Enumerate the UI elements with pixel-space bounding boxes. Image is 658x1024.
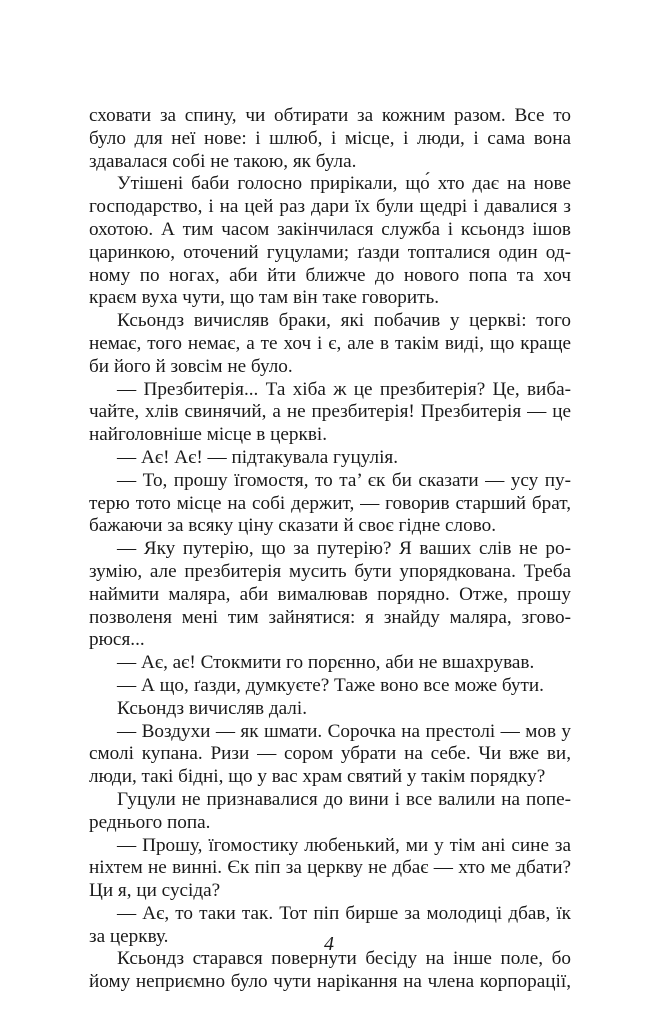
text-line: — Прошу, їгомостику любенький, ми у тім ані сине за (117, 834, 571, 856)
text-line: йому неприємно було чути нарікання на члена корпорації, (89, 971, 571, 993)
text-line: наймити маляра, аби вималював порядно. Отже, прошу (89, 583, 571, 605)
paragraph (89, 835, 571, 903)
text-line: краєм вуха чути, що там він таке говорить. (89, 287, 440, 309)
text-line: Ксьондз старався повернути бесіду на інше поле, бо (117, 948, 571, 970)
text-line: ному по ногах, аби йти ближче до нового попа та хоч (89, 264, 571, 286)
text-line: Утішені баби голосно прирікали, що́ хто дає на нове (117, 173, 571, 195)
text-line: — А що, ґазди, думкуєте? Таже воно все може бути. (117, 674, 544, 696)
paragraph (89, 698, 571, 721)
text-line: немає, того немає, а те хоч і є, але в такім виді, що краще (89, 332, 571, 354)
text-line: — Ає, то таки так. Тот піп бирше за молодиці дбав, їк (117, 902, 571, 924)
text-line: — Яку путерію, що за путерію? Я ваших слів не ро- (117, 538, 571, 560)
paragraph (89, 652, 571, 675)
text-line: сховати за спину, чи обтирати за кожним разом. Все то (89, 105, 571, 126)
text-line: би його й зовсім не було. (89, 355, 293, 377)
text-line: здавалася собі не такою, як була. (89, 150, 357, 172)
text-line: найголовніше місце в церкві. (89, 424, 328, 446)
text-line: терю тото місце на собі держит, — говорив старший брат, (89, 492, 571, 514)
paragraph (89, 379, 571, 447)
text-line: за церкву. (89, 925, 169, 947)
text-line: Ксьондз вичисляв браки, які побачив у церкві: того (117, 310, 571, 332)
text-line: було для неї нове: і шлюб, і місце, і люди, і сама вона (89, 127, 571, 149)
text-line: — Ає, ає! Стокмити го порєнно, аби не вшахрував. (117, 652, 535, 674)
paragraph (89, 675, 571, 698)
text-line: — Презбитерія... Та хіба ж це презбитерія? Це, виба- (117, 378, 571, 400)
paragraph (89, 789, 571, 835)
text-line: люди, такі бідні, що у вас храм святий у такім порядку? (89, 766, 546, 788)
text-line: бажаючи за всяку ціну сказати й своє гідне слово. (89, 515, 497, 537)
text-line: Ци я, ци сусіда? (89, 880, 221, 902)
page-number: 4 (324, 933, 334, 955)
paragraph (89, 105, 571, 173)
text-line: реднього попа. (89, 811, 211, 833)
text-line: — Воздухи — як шмати. Сорочка на престолі — мов у (117, 720, 571, 742)
text-line: господарство, і на цей раз дари їх були щедрі і давалися з (89, 196, 571, 218)
paragraph (89, 721, 571, 789)
text-line: Гуцули не признавалися до вини і все валили на попе- (117, 788, 571, 810)
paragraph (89, 310, 571, 378)
body-text (89, 105, 571, 994)
paragraph (89, 173, 571, 310)
paragraph (89, 538, 571, 652)
text-line: охотою. А тим часом закінчилася служба і ксьондз ішов (89, 218, 571, 240)
text-line: — Ає! Ає! — підтакувала гуцулія. (117, 446, 399, 468)
text-line: ніхтем не винні. Єк піп за церкву не дбає — хто ме дбати? (89, 857, 571, 879)
text-line: — То, прошу їгомостя, то та’ єк би сказати — усу пу- (117, 469, 571, 491)
text-line: зумію, але презбитерія мусить бути упорядкована. Треба (89, 560, 571, 582)
text-line: рюся... (89, 629, 145, 651)
text-line: царинкою, оточений гуцулами; ґазди топталися один од- (89, 241, 571, 263)
paragraph (89, 470, 571, 538)
paragraph (89, 447, 571, 470)
text-line: Ксьондз вичисляв далі. (117, 697, 307, 719)
text-line: чайте, хлів свинячий, а не презбитерія! Презбитерія — це (89, 401, 571, 423)
text-line: позволеня мені тим зайнятися: я знайду маляра, згово- (89, 606, 571, 628)
text-line: смолі купана. Ризи — сором убрати на себе. Чи вже ви, (89, 743, 571, 765)
